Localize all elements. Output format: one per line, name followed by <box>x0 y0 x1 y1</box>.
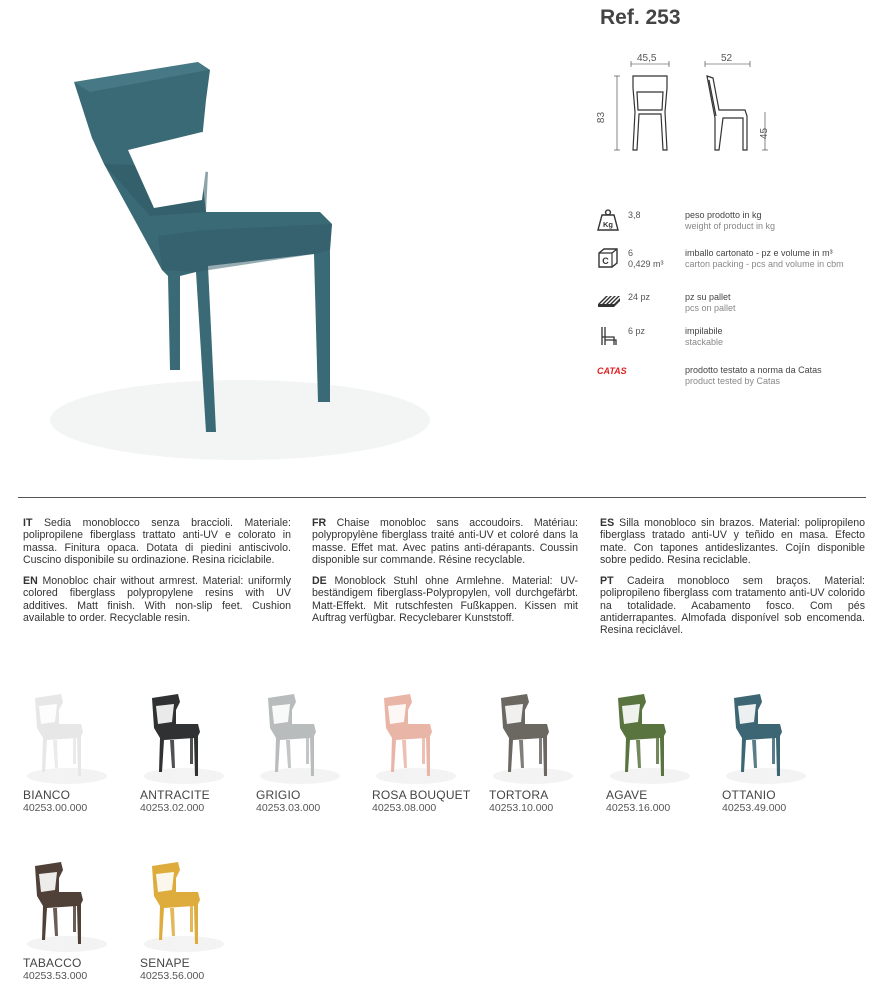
reference-number: Ref. 253 <box>600 6 681 29</box>
color-code: 40253.03.000 <box>256 802 321 814</box>
color-code: 40253.02.000 <box>140 802 205 814</box>
dim-seat-height: 45 <box>759 127 771 140</box>
spec-catas-label-it: prodotto testato a norma da Catas <box>685 365 822 375</box>
color-name: OTTANIO <box>722 788 776 802</box>
color-swatch-agave <box>606 688 716 838</box>
chair-thumbnail <box>23 688 115 788</box>
chair-thumbnail <box>256 688 348 788</box>
spec-weight-value: 3,8 <box>628 210 641 220</box>
color-code: 40253.49.000 <box>722 802 787 814</box>
color-name: ROSA BOUQUET <box>372 788 471 802</box>
weight-kg-icon <box>596 208 620 232</box>
color-swatch-antracite <box>140 688 250 838</box>
description-de: DE Monoblock Stuhl ohne Armlehne. Material: UV-beständigem fiberglass-Polypropylen, voll durchgefärbt. Matt-Effekt. Mit rutschfesten Fußkappen. Kissen mit Auftrag verfügbar. Recyclebarer Kunststoff. <box>312 575 578 625</box>
color-swatch-tabacco <box>23 856 133 1006</box>
description-column-2 <box>312 517 578 633</box>
color-name: ANTRACITE <box>140 788 210 802</box>
chair-thumbnail <box>606 688 698 788</box>
color-name: TORTORA <box>489 788 549 802</box>
description-es: ES Silla monobloco sin brazos. Material: polipropileno fiberglass tratado anti-UV y teñido en masa. Efecto mate. Con tapones antideslizantes. Cojín disponible sobre pedido. Resina reciclable. <box>600 517 865 566</box>
spec-carton-label-it: imballo cartonato - pz e volume in m³ <box>685 248 833 258</box>
color-swatch-senape <box>140 856 250 1006</box>
color-swatch-bianco <box>23 688 133 838</box>
section-divider <box>18 497 866 498</box>
chair-thumbnail <box>372 688 464 788</box>
spec-carton-values <box>628 248 664 270</box>
chair-thumbnail <box>489 688 581 788</box>
color-code: 40253.10.000 <box>489 802 554 814</box>
description-column-1 <box>23 517 291 633</box>
spec-catas <box>596 363 876 395</box>
svg-text:Kg: Kg <box>603 220 613 229</box>
color-code: 40253.08.000 <box>372 802 437 814</box>
color-name: SENAPE <box>140 956 190 970</box>
spec-carton-pieces: 6 <box>628 248 634 258</box>
spec-stackable-value: 6 pz <box>628 326 646 336</box>
svg-text:C: C <box>602 256 609 266</box>
description-fr: FR Chaise monobloc sans accoudoirs. Matériau: polypropylène fiberglass traité anti-UV et coloré dans la masse. Effet mat. Avec patins anti-dérapants. Coussin disponible sur commande. Résine recyclable. <box>312 517 578 566</box>
dimension-drawing <box>595 52 785 157</box>
spec-stackable-label-it: impilabile <box>685 326 723 336</box>
color-swatch-tortora <box>489 688 599 838</box>
color-code: 40253.16.000 <box>606 802 671 814</box>
catas-logo-icon <box>596 363 636 387</box>
spec-stackable-label-en: stackable <box>685 337 724 347</box>
description-pt: PT Cadeira monobloco sem braços. Material: polipropileno fiberglass com tratamento anti-UV colorido na totalidade. Acabamento fosco. Com pés antiderrapantes. Almofada disponível sob encomenda. Resina reciclável. <box>600 575 865 637</box>
description-en: EN Monobloc chair without armrest. Material: uniformly colored fiberglass polypropylene resins with UV additives. Matt finish. With non-slip feet. Cushion available to order. Recyclable resin. <box>23 575 291 625</box>
spec-weight <box>596 208 876 240</box>
color-name: GRIGIO <box>256 788 301 802</box>
color-swatch-rosa-bouquet <box>372 688 482 838</box>
description-column-3 <box>600 517 865 646</box>
chair-thumbnail <box>140 856 232 956</box>
color-name: AGAVE <box>606 788 648 802</box>
stackable-icon <box>596 324 620 348</box>
spec-carton <box>596 246 876 278</box>
pallet-icon <box>596 290 620 314</box>
spec-carton-volume: 0,429 m³ <box>628 259 664 269</box>
hero-chair-image <box>30 40 450 480</box>
spec-carton-label-en: carton packing - pcs and volume in cbm <box>685 259 844 269</box>
spec-stackable <box>596 324 876 356</box>
carton-box-icon <box>596 246 620 270</box>
spec-weight-label-it: peso prodotto in kg <box>685 210 762 220</box>
chair-thumbnail <box>140 688 232 788</box>
description-it: IT Sedia monoblocco senza braccioli. Materiale: polipropilene fiberglass trattato anti-UV e colorato in massa. Finitura opaca. Dotata di piedini antiscivolo. Cuscino disponibile su ordinazione. Resina riciclabile. <box>23 517 291 566</box>
spec-pallet-value: 24 pz <box>628 292 651 302</box>
spec-catas-label-en: product tested by Catas <box>685 376 781 386</box>
color-name: BIANCO <box>23 788 71 802</box>
dim-depth: 52 <box>721 53 733 64</box>
color-code: 40253.56.000 <box>140 970 205 982</box>
color-name: TABACCO <box>23 956 82 970</box>
chair-thumbnail <box>722 688 814 788</box>
svg-text:CATAS: CATAS <box>597 366 627 376</box>
chair-thumbnail <box>23 856 115 956</box>
spec-pallet-label-it: pz su pallet <box>685 292 731 302</box>
dim-width: 45,5 <box>637 53 657 64</box>
color-code: 40253.53.000 <box>23 970 88 982</box>
spec-weight-label-en: weight of product in kg <box>685 221 776 231</box>
color-swatch-ottanio <box>722 688 832 838</box>
dim-height: 83 <box>596 111 608 124</box>
spec-pallet-label-en: pcs on pallet <box>685 303 736 313</box>
color-code: 40253.00.000 <box>23 802 88 814</box>
color-swatch-grigio <box>256 688 366 838</box>
spec-pallet <box>596 290 876 322</box>
